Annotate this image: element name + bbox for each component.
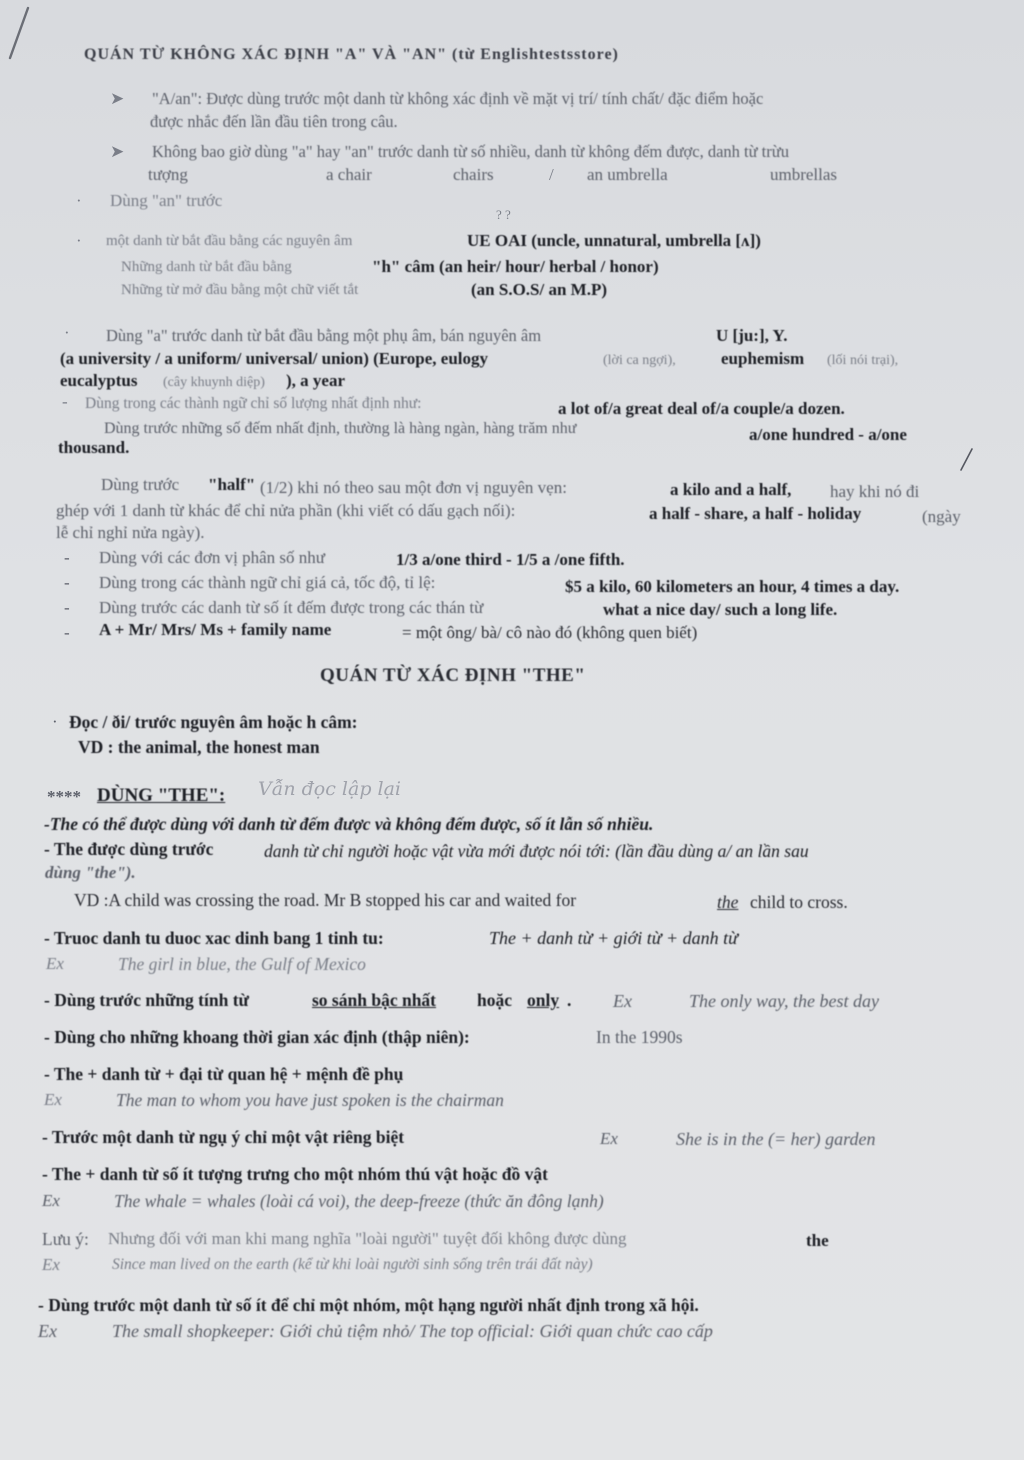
- an-rule-1-bold: UE OAI (uncle, unnatural, umbrella [ʌ]): [467, 231, 761, 250]
- a-rule-line3-tail: ), a year: [286, 371, 346, 390]
- fraction-text: Dùng với các đơn vị phân số như: [99, 548, 325, 567]
- an-rule-2-bold: "h" câm (an heir/ hour/ herbal / honor): [372, 257, 659, 276]
- social-group-rule: - Dùng trước một danh từ số ít để chỉ một nhóm, một hạng người nhất định trong xã hội.: [38, 1295, 699, 1315]
- pronunciation-rule: Đọc / ði/ trước nguyên âm hoặc h câm:: [69, 712, 358, 732]
- example-col-3: chairs: [453, 165, 494, 184]
- the-rule-countable: -The có thể được dùng với danh từ đếm được và không đếm được, số ít lẫn số nhiều.: [44, 814, 654, 834]
- idiom-quantity-bold: a lot of/a great deal of/a couple/a dozen.: [558, 399, 845, 418]
- the-rule-mentioned-a: - The được dùng trước: [44, 839, 214, 859]
- a-rule-line2-bold: (a university / a uniform/ universal/ union) (Europe, eulogy: [60, 349, 489, 368]
- dot-icon: ·: [76, 231, 82, 250]
- species-example: The whale = whales (loài cá voi), the deep-freeze (thức ăn đông lạnh): [114, 1191, 604, 1211]
- half-text-1: Dùng trước: [101, 475, 180, 494]
- an-rule-3-text: Những từ mở đầu bằng một chữ viết tắt: [121, 282, 359, 298]
- vd-example-c: child to cross.: [750, 892, 848, 912]
- an-rule-3-bold: (an S.O.S/ an M.P): [471, 280, 608, 299]
- note-the: the: [806, 1231, 829, 1250]
- half-line3: lễ chỉ nghỉ nửa ngày).: [56, 523, 205, 542]
- pencil-mark: [956, 446, 976, 474]
- use-the-heading: DÙNG "THE":: [97, 785, 226, 806]
- a-rule-line1-bold: U [ju:], Y.: [716, 326, 788, 345]
- example-col-1: tượng: [148, 165, 188, 184]
- dash-icon: -: [64, 573, 70, 592]
- example-col-5: an umbrella: [587, 165, 668, 184]
- species-rule: - The + danh từ số ít tượng trưng cho một nhóm thú vật hoặc đồ vật: [42, 1164, 548, 1184]
- bullet-icon: ➤: [110, 89, 125, 108]
- pencil-mark: [4, 4, 34, 64]
- an-rule-2-text: Những danh từ bắt đầu bằng: [121, 259, 292, 275]
- dash-icon: ·: [52, 712, 58, 731]
- a-rule-line1: Dùng "a" trước danh từ bắt đầu bằng một phụ âm, bán nguyên âm: [106, 326, 542, 345]
- pronunciation-example: VD : the animal, the honest man: [78, 737, 320, 757]
- price-bold: $5 a kilo, 60 kilometers an hour, 4 times a day.: [565, 577, 900, 596]
- decade-rule: - Dùng cho những khoang thời gian xác định (thập niên):: [44, 1027, 470, 1047]
- section-title-definite: QUÁN TỪ XÁC ĐỊNH "THE": [320, 665, 586, 686]
- example-label: Ex: [600, 1129, 618, 1148]
- relative-clause-rule: - The + danh từ + đại từ quan hệ + mệnh đề phụ: [44, 1064, 404, 1084]
- note-example: Since man lived on the earth (kể từ khi loài người sinh sống trên trái đất này): [112, 1256, 593, 1273]
- dash-icon: -: [64, 623, 70, 642]
- handwritten-note: Vẫn đọc lập lại: [258, 778, 402, 800]
- superlative-rule-e: .: [567, 990, 572, 1010]
- mr-mrs-bold: A + Mr/ Mrs/ Ms + family name: [99, 620, 332, 639]
- rule-never-plural-line1: Không bao giờ dùng "a" hay "an" trước danh từ số nhiều, danh từ không đếm được, danh từ trừu: [152, 142, 789, 161]
- note-text: Nhưng đối với man khi mang nghĩa "loài người" tuyệt đối không được dùng: [108, 1229, 627, 1248]
- superlative-rule-d: only: [527, 990, 560, 1010]
- question-marks: ? ?: [496, 207, 511, 222]
- dot-icon: ·: [64, 323, 70, 342]
- specific-thing-example: She is in the (= her) garden: [676, 1129, 876, 1149]
- example-label: Ex: [44, 1090, 62, 1109]
- section-title-indefinite: QUÁN TỪ KHÔNG XÁC ĐỊNH "A" VÀ "AN" (từ Englishtestsstore): [84, 46, 619, 63]
- example-label: Ex: [42, 1255, 60, 1274]
- dot-icon: ·: [76, 191, 82, 210]
- decade-example: In the 1990s: [596, 1027, 683, 1047]
- vd-example-the: the: [717, 892, 739, 912]
- superlative-rule-b: so sánh bậc nhất: [312, 990, 437, 1010]
- price-text: Dùng trong các thành ngữ chỉ giá cả, tốc độ, tỉ lệ:: [99, 573, 436, 592]
- numbers-bold-cont: thousand.: [58, 438, 130, 457]
- a-rule-line3-word: eucalyptus: [60, 371, 138, 390]
- example-col-6: umbrellas: [770, 165, 838, 184]
- idiom-quantity-text: Dùng trong các thành ngữ chỉ số lượng nhất định như:: [85, 395, 422, 412]
- half-word: "half": [208, 475, 256, 494]
- adjective-rule-b: The + danh từ + giới từ + danh từ: [489, 928, 739, 948]
- a-rule-line3-gloss: (cây khuynh diệp): [163, 375, 265, 390]
- the-rule-mentioned-c: dùng "the").: [45, 863, 136, 882]
- half-line2-tail: (ngày: [922, 507, 961, 526]
- vd-example-a: VD :A child was crossing the road. Mr B stopped his car and waited for: [74, 890, 577, 910]
- bullet-icon: ➤: [110, 142, 125, 161]
- rule-a-an-line2: được nhắc đến lần đầu tiên trong câu.: [150, 112, 398, 131]
- example-label: Ex: [38, 1321, 57, 1341]
- an-heading: Dùng "an" trước: [110, 191, 223, 210]
- social-group-example: The small shopkeeper: Giới chủ tiệm nhỏ/ The top official: Giới quan chức cao cấp: [112, 1321, 713, 1341]
- note-label: Lưu ý:: [42, 1229, 89, 1249]
- adjective-rule-a: - Truoc danh tu duoc xac dinh bang 1 tinh tu:: [44, 928, 384, 948]
- superlative-example: The only way, the best day: [689, 991, 879, 1011]
- the-rule-mentioned-b: danh từ chỉ người hoặc vật vừa mới được nói tới: (lần đầu dùng a/ an lần sau: [264, 841, 809, 861]
- a-rule-line2-word: euphemism: [721, 349, 805, 368]
- rule-a-an-line1: "A/an": Được dùng trước một danh từ không xác định về mặt vị trí/ tính chất/ đặc điểm hoặc: [152, 89, 764, 108]
- example-col-4: /: [549, 165, 554, 184]
- a-rule-line2-gloss2: (lối nói trại),: [827, 353, 899, 368]
- a-rule-line2-gloss1: (lời ca ngợi),: [603, 353, 676, 368]
- half-line2-bold: a half - share, a half - holiday: [649, 504, 862, 523]
- dash-icon: -: [64, 548, 70, 567]
- numbers-text: Dùng trước những số đếm nhất định, thường là hàng ngàn, hàng trăm như: [104, 420, 577, 437]
- mr-mrs-meaning: = một ông/ bà/ cô nào đó (không quen biết): [402, 623, 698, 642]
- exclaim-text: Dùng trước các danh từ số ít đếm được trong các thán từ: [99, 598, 484, 617]
- superlative-rule-c: hoặc: [477, 990, 512, 1010]
- dash-icon: -: [62, 392, 68, 411]
- fraction-bold: 1/3 a/one third - 1/5 a /one fifth.: [396, 550, 625, 569]
- example-label: Ex: [613, 991, 632, 1011]
- dash-icon: -: [64, 598, 70, 617]
- example-col-2: a chair: [326, 165, 372, 184]
- example-label: Ex: [42, 1191, 60, 1210]
- exclaim-bold: what a nice day/ such a long life.: [603, 600, 838, 619]
- numbers-bold: a/one hundred - a/one: [749, 425, 907, 444]
- an-rule-1-text: một danh từ bắt đầu bằng các nguyên âm: [106, 233, 353, 249]
- half-text-3: hay khi nó đi: [830, 482, 920, 501]
- adjective-example: The girl in blue, the Gulf of Mexico: [118, 954, 366, 974]
- superlative-rule-a: - Dùng trước những tính từ: [44, 990, 250, 1010]
- relative-clause-example: The man to whom you have just spoken is the chairman: [116, 1090, 504, 1110]
- specific-thing-rule: - Trước một danh từ ngụ ý chỉ một vật riêng biệt: [42, 1127, 405, 1147]
- stars: ****: [47, 787, 81, 806]
- half-text-2: (1/2) khi nó theo sau một đơn vị nguyên vẹn:: [260, 478, 567, 497]
- example-label: Ex: [46, 954, 64, 973]
- half-line2-text: ghép với 1 danh từ khác để chỉ nửa phần (khi viết có dấu gạch nối):: [56, 501, 516, 520]
- half-example-1: a kilo and a half,: [670, 480, 792, 499]
